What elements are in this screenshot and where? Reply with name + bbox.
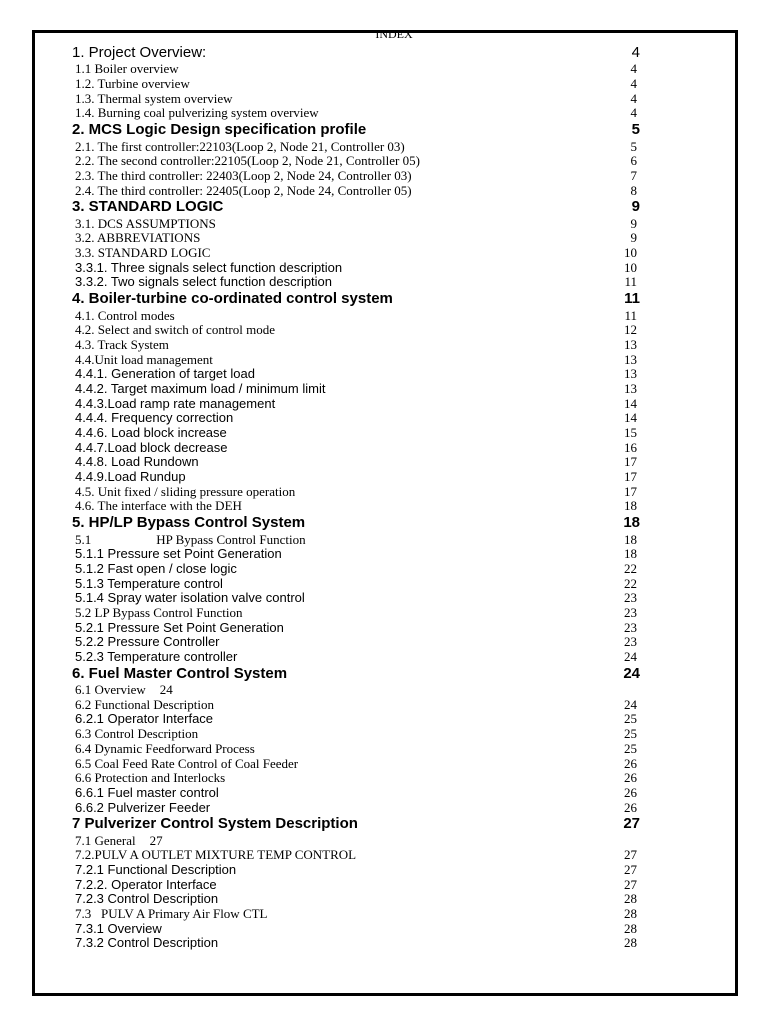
toc-entry-page: 28 [624, 920, 637, 936]
toc-entry-page: 24 [624, 696, 637, 712]
toc-entry[interactable] [75, 231, 637, 246]
toc-entry-page: 24 [159, 682, 173, 698]
toc-entry[interactable] [75, 184, 637, 199]
toc-entry-title: 6.2 Functional Description [75, 696, 215, 712]
toc-entry-title: 6.4 Dynamic Feedforward Process [75, 740, 255, 756]
toc-entry-page: 27 [149, 832, 163, 848]
toc-entry[interactable] [75, 606, 637, 621]
toc-entry-title: 3.3. STANDARD LOGIC [75, 245, 211, 261]
toc-entry[interactable] [75, 499, 637, 514]
toc-entry-title: 7.2.PULV A OUTLET MIXTURE TEMP CONTROL [75, 847, 357, 863]
toc-entry[interactable] [75, 771, 637, 786]
toc-entry-page: 27 [624, 862, 637, 878]
toc-entry-page: 28 [624, 891, 637, 907]
toc-entry-title: 4.4.7.Load block decrease [75, 439, 228, 455]
toc-entry-title: 6.6.1 Fuel master control [75, 784, 219, 800]
toc-entry-page: 25 [624, 711, 637, 727]
toc-entry-page: 14 [624, 395, 637, 411]
toc-entry-title: 7.3.1 Overview [75, 920, 162, 936]
toc-entry[interactable] [72, 121, 640, 139]
toc-entry[interactable] [75, 367, 637, 382]
toc-entry-page: 8 [630, 182, 637, 198]
toc-entry[interactable] [75, 907, 637, 922]
toc-entry-title: 6. Fuel Master Control System [72, 664, 288, 682]
toc-entry-page: 9 [630, 230, 637, 246]
toc-entry-title: 4.4.2. Target maximum load / minimum limit [75, 380, 326, 396]
toc-entry[interactable] [75, 801, 637, 816]
toc-entry[interactable] [75, 848, 637, 863]
toc-entry-title: 4.5. Unit fixed / sliding pressure operation [75, 483, 296, 499]
toc-entry-page: 10 [624, 245, 637, 261]
toc-entry-page: 17 [624, 483, 637, 499]
toc-entry-title: 7 Pulverizer Control System Description [72, 815, 358, 833]
toc-entry-page: 4 [630, 90, 637, 106]
toc-entry-page: 23 [624, 604, 637, 620]
toc-entry-page: 13 [624, 366, 637, 382]
toc-entry[interactable] [72, 815, 640, 833]
toc-entry-page: 22 [624, 560, 637, 576]
toc-entry-page: 26 [624, 784, 637, 800]
toc-entry[interactable] [75, 922, 637, 937]
toc-entry-page: 9 [630, 215, 637, 231]
toc-entry-title: 3. STANDARD LOGIC [72, 198, 224, 216]
toc-entry[interactable] [75, 757, 637, 772]
toc-entry-page: 17 [624, 454, 637, 470]
toc-entry[interactable] [75, 635, 637, 650]
toc-entry[interactable] [75, 92, 637, 107]
toc-entry-title: 4.2. Select and switch of control mode [75, 322, 276, 338]
toc-entry[interactable] [75, 261, 637, 276]
toc-entry-title: 4.4.1. Generation of target load [75, 366, 255, 382]
toc-entry-page: 18 [624, 546, 637, 562]
toc-entry-title: 6.3 Control Description [75, 726, 199, 742]
toc-entry-page: 11 [624, 307, 637, 323]
toc-entry-page: 25 [624, 740, 637, 756]
toc-entry-page: 5 [631, 121, 640, 139]
toc-entry-page: 18 [624, 531, 637, 547]
toc-entry-page: 13 [624, 336, 637, 352]
toc-entry[interactable] [75, 547, 637, 562]
toc-entry[interactable] [75, 338, 637, 353]
toc-entry-title: 1.2. Turbine overview [75, 76, 190, 92]
toc-entry-title: 5.2.1 Pressure Set Point Generation [75, 619, 284, 635]
toc-entry-title: 4.4.4. Frequency correction [75, 410, 234, 426]
toc-entry-page: 4 [630, 76, 637, 92]
toc-entry-page: 18 [624, 498, 637, 514]
toc-entry[interactable] [75, 878, 637, 893]
toc-entry-page: 4 [631, 44, 640, 61]
page-title: INDEX [375, 28, 413, 39]
toc-entry-title: 1.1 Boiler overview [75, 61, 179, 77]
toc-entry[interactable] [75, 217, 637, 232]
toc-entry-page: 11 [624, 274, 637, 290]
toc-entry-page: 23 [624, 619, 637, 635]
toc-entry[interactable] [72, 198, 640, 216]
toc-entry-title: 7.2.3 Control Description [75, 891, 219, 907]
toc-entry-page: 7 [630, 167, 637, 183]
toc-entry-title: 5.2 LP Bypass Control Function [75, 604, 243, 620]
toc-entry[interactable] [75, 533, 637, 548]
toc-entry-page: 12 [624, 322, 637, 338]
toc-entry-title: 2.4. The third controller: 22405(Loop 2, Node 24, Controller 05) [75, 182, 412, 198]
toc-entry[interactable] [75, 169, 637, 184]
toc-entry[interactable] [75, 936, 637, 951]
toc-entry-title: 7.2.2. Operator Interface [75, 876, 217, 892]
toc-entry-title: 5.1.1 Pressure set Point Generation [75, 546, 282, 562]
toc-entry-title: 1. Project Overview: [72, 44, 207, 61]
toc-entry-page: 26 [624, 799, 637, 815]
toc-entry[interactable] [75, 455, 637, 470]
toc-entry-page: 26 [624, 755, 637, 771]
toc-entry-title: 5.2.3 Temperature controller [75, 649, 238, 665]
toc-entry-page: 18 [623, 514, 640, 532]
toc-entry[interactable] [75, 397, 637, 412]
toc-entry-title: 7.1 General [75, 832, 136, 848]
toc-entry-title: 2.2. The second controller:22105(Loop 2, Node 21, Controller 05) [75, 153, 420, 169]
toc-entry[interactable] [75, 154, 637, 169]
toc-entry-title: 7.2.1 Functional Description [75, 862, 237, 878]
toc-entry-title: 6.2.1 Operator Interface [75, 711, 214, 727]
toc-entry-title: 5.1 HP Bypass Control Function [75, 531, 306, 547]
toc-entry[interactable] [72, 290, 640, 308]
toc-entry-page: 23 [624, 634, 637, 650]
toc-entry-page: 24 [623, 664, 640, 682]
toc-entry-page: 17 [624, 469, 637, 485]
toc-entry-title: 4.1. Control modes [75, 307, 175, 323]
toc-entry-title: 4.4.6. Load block increase [75, 425, 227, 440]
toc-entry[interactable] [75, 382, 637, 397]
toc-entry[interactable] [75, 275, 637, 290]
toc-entry[interactable] [75, 698, 637, 713]
toc-entry-title: 3.1. DCS ASSUMPTIONS [75, 215, 216, 231]
toc-entry-title: 7.3.2 Control Description [75, 935, 219, 951]
toc-entry-title: 6.6.2 Pulverizer Feeder [75, 799, 211, 815]
toc-entry-page: 13 [624, 380, 637, 396]
toc-entry[interactable] [75, 485, 637, 500]
toc-entry-title: 3.2. ABBREVIATIONS [75, 230, 201, 246]
toc-entry-title: 4.4.8. Load Rundown [75, 454, 199, 470]
toc-entry-title: 4.3. Track System [75, 336, 169, 352]
toc-entry[interactable] [75, 106, 637, 121]
toc-entry-page: 24 [624, 649, 637, 665]
page-frame [32, 30, 738, 996]
toc-entry-title: 5.2.2 Pressure Controller [75, 634, 220, 650]
toc-entry[interactable] [75, 246, 637, 261]
toc-entry[interactable] [75, 786, 637, 801]
toc-entry[interactable] [75, 834, 637, 849]
toc-entry[interactable] [75, 62, 637, 77]
toc-entry-page: 5 [630, 138, 637, 154]
toc-entry-title: 3.3.1. Three signals select function description [75, 259, 343, 275]
toc-entry[interactable] [72, 514, 640, 532]
toc-entry[interactable] [75, 591, 637, 606]
toc-entry[interactable] [75, 892, 637, 907]
toc-entry-page: 28 [624, 906, 637, 922]
toc-entry-title: 6.1 Overview [75, 682, 146, 698]
toc-entry-title: 5.1.3 Temperature control [75, 575, 223, 591]
toc-entry[interactable] [72, 44, 640, 62]
toc-entry[interactable] [75, 411, 637, 426]
toc-entry-page: 23 [624, 590, 637, 606]
toc-entry[interactable] [75, 470, 637, 485]
toc-entry-title: 7.3 PULV A Primary Air Flow CTL [75, 906, 268, 922]
toc-entry-page: 4 [630, 105, 637, 121]
toc-entry[interactable] [75, 562, 637, 577]
toc-entry-title: 3.3.2. Two signals select function description [75, 274, 333, 290]
toc-entry-page: 9 [631, 198, 640, 216]
toc-entry[interactable] [75, 309, 637, 324]
toc-entry-title: 4.6. The interface with the DEH [75, 498, 242, 514]
table-of-contents [72, 44, 640, 951]
toc-entry-page: 27 [624, 876, 637, 892]
toc-entry[interactable] [75, 140, 637, 155]
toc-entry-title: 1.3. Thermal system overview [75, 90, 233, 106]
toc-entry-title: 2.3. The third controller: 22403(Loop 2, Node 24, Controller 03) [75, 167, 412, 183]
toc-entry-page: 26 [624, 770, 637, 786]
toc-entry-page: 11 [624, 290, 640, 308]
toc-entry-page: 15 [624, 425, 637, 440]
toc-entry[interactable] [75, 323, 637, 338]
toc-entry[interactable] [75, 577, 637, 592]
toc-entry-page: 28 [624, 935, 637, 951]
toc-entry[interactable] [75, 650, 637, 665]
toc-entry-page: 27 [623, 815, 640, 833]
toc-entry[interactable] [75, 621, 637, 636]
toc-entry[interactable] [75, 742, 637, 757]
toc-entry-page: 14 [624, 410, 637, 426]
toc-entry-page: 27 [624, 847, 637, 863]
toc-entry-title: 6.6 Protection and Interlocks [75, 770, 226, 786]
toc-entry[interactable] [75, 863, 637, 878]
toc-entry[interactable] [75, 712, 637, 727]
toc-entry-page: 25 [624, 726, 637, 742]
toc-entry-title: 5.1.4 Spray water isolation valve control [75, 590, 305, 606]
toc-entry-page: 6 [630, 153, 637, 169]
toc-entry-title: 1.4. Burning coal pulverizing system overview [75, 105, 319, 121]
toc-entry-title: 2.1. The first controller:22103(Loop 2, Node 21, Controller 03) [75, 138, 405, 154]
toc-entry-title: 6.5 Coal Feed Rate Control of Coal Feeder [75, 755, 299, 771]
toc-entry[interactable] [75, 727, 637, 742]
toc-entry[interactable] [75, 683, 637, 698]
toc-entry-title: 4.4.3.Load ramp rate management [75, 395, 276, 411]
toc-entry[interactable] [72, 664, 640, 683]
toc-entry-page: 4 [630, 61, 637, 77]
toc-entry-page: 13 [624, 351, 637, 367]
toc-entry-title: 5.1.2 Fast open / close logic [75, 560, 237, 576]
toc-entry-title: 2. MCS Logic Design specification profile [72, 121, 367, 139]
toc-entry-title: 5. HP/LP Bypass Control System [72, 514, 306, 532]
toc-entry-title: 4. Boiler-turbine co-ordinated control system [72, 290, 393, 308]
toc-entry[interactable] [75, 353, 637, 368]
toc-entry-page: 10 [624, 259, 637, 275]
toc-entry[interactable] [75, 426, 637, 441]
toc-entry-page: 16 [624, 439, 637, 455]
toc-entry-page: 22 [624, 575, 637, 591]
toc-entry-title: 4.4.9.Load Rundup [75, 469, 186, 485]
toc-entry[interactable] [75, 77, 637, 92]
toc-entry-title: 4.4.Unit load management [75, 351, 213, 367]
toc-entry[interactable] [75, 441, 637, 456]
